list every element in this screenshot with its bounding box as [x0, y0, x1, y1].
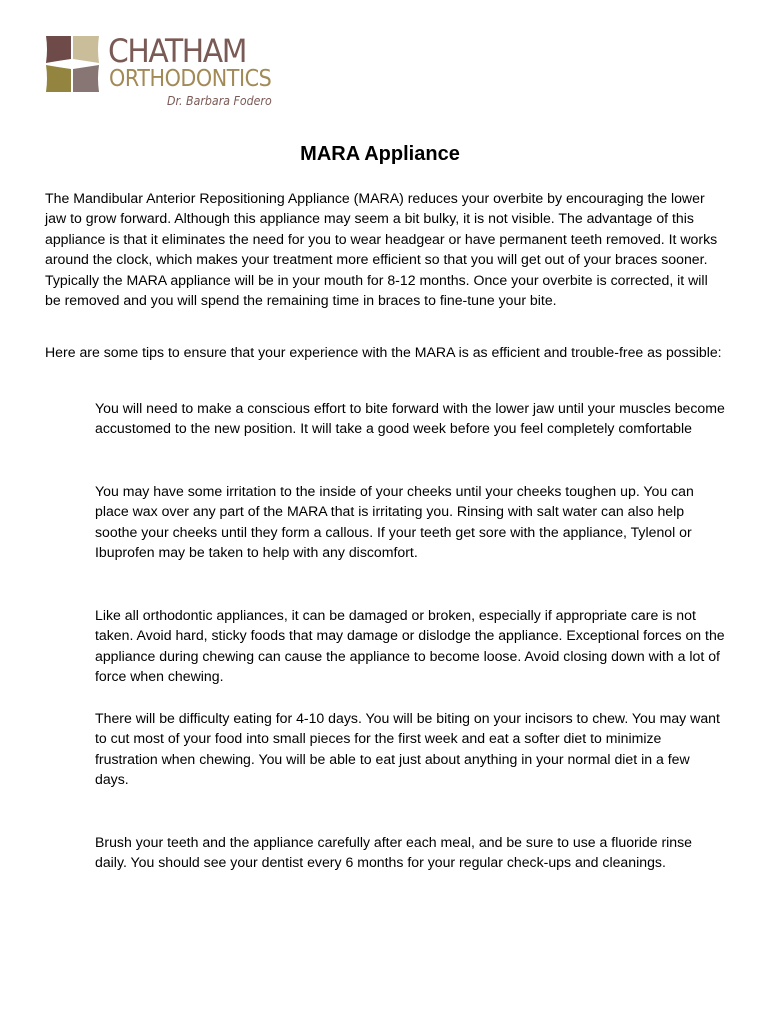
logo-squares-icon: [44, 36, 100, 92]
logo-doctor-name: Dr. Barbara Fodero: [167, 94, 272, 108]
tip-paragraph: There will be difficulty eating for 4-10 days. You will be biting on your incisors to chew. You may want to cut most of your food into small pieces for the first week and eat a softer diet to minimize frustration when chewing. You will be able to eat just about anything in your normal diet in a few days.: [95, 710, 720, 788]
chatham-orthodontics-logo: [44, 32, 284, 112]
intro-paragraph: The Mandibular Anterior Repositioning Appliance (MARA) reduces your overbite by encouraging the lower jaw to grow forward. Although this appliance may seem a bit bulky, it is not visible. The advantage of this appliance is that it eliminates the need for you to wear headgear or have permanent teeth removed. It works around the clock, which makes your treatment more efficient so that you will get out of your braces sooner. Typically the MARA appliance will be in your mouth for 8-12 months. Once your overbite is corrected, it will be removed and you will spend the remaining time in braces to fine-tune your bite.: [45, 190, 718, 309]
logo-name: CHATHAM: [108, 32, 247, 70]
logo-subtitle: ORTHODONTICS: [109, 66, 272, 92]
tip-paragraph: You will need to make a conscious effort to bite forward with the lower jaw until your muscles become accustomed to the new position. It will take a good week before you feel completely comfortable: [95, 400, 725, 437]
tip-paragraph: Like all orthodontic appliances, it can be damaged or broken, especially if appropriate care is not taken. Avoid hard, sticky foods that may damage or dislodge the appliance. Exceptional forces on the appliance during chewing can cause the appliance to become loose. Avoid closing down with a lot of force when chewing.: [95, 607, 725, 685]
tip-paragraph: You may have some irritation to the inside of your cheeks until your cheeks toughen up. You can place wax over any part of the MARA that is irritating you. Rinsing with salt water can also help soothe your cheeks until they form a callous. If your teeth get sore with the appliance, Tylenol or Ibuprofen may be taken to help with any discomfort.: [95, 483, 694, 561]
page-title: MARA Appliance: [300, 143, 460, 165]
tips-intro-paragraph: Here are some tips to ensure that your experience with the MARA is as efficient and trouble-free as possible:: [45, 344, 722, 360]
tip-paragraph: Brush your teeth and the appliance carefully after each meal, and be sure to use a fluoride rinse daily. You should see your dentist every 6 months for your regular check-ups and cleanings.: [95, 834, 692, 871]
